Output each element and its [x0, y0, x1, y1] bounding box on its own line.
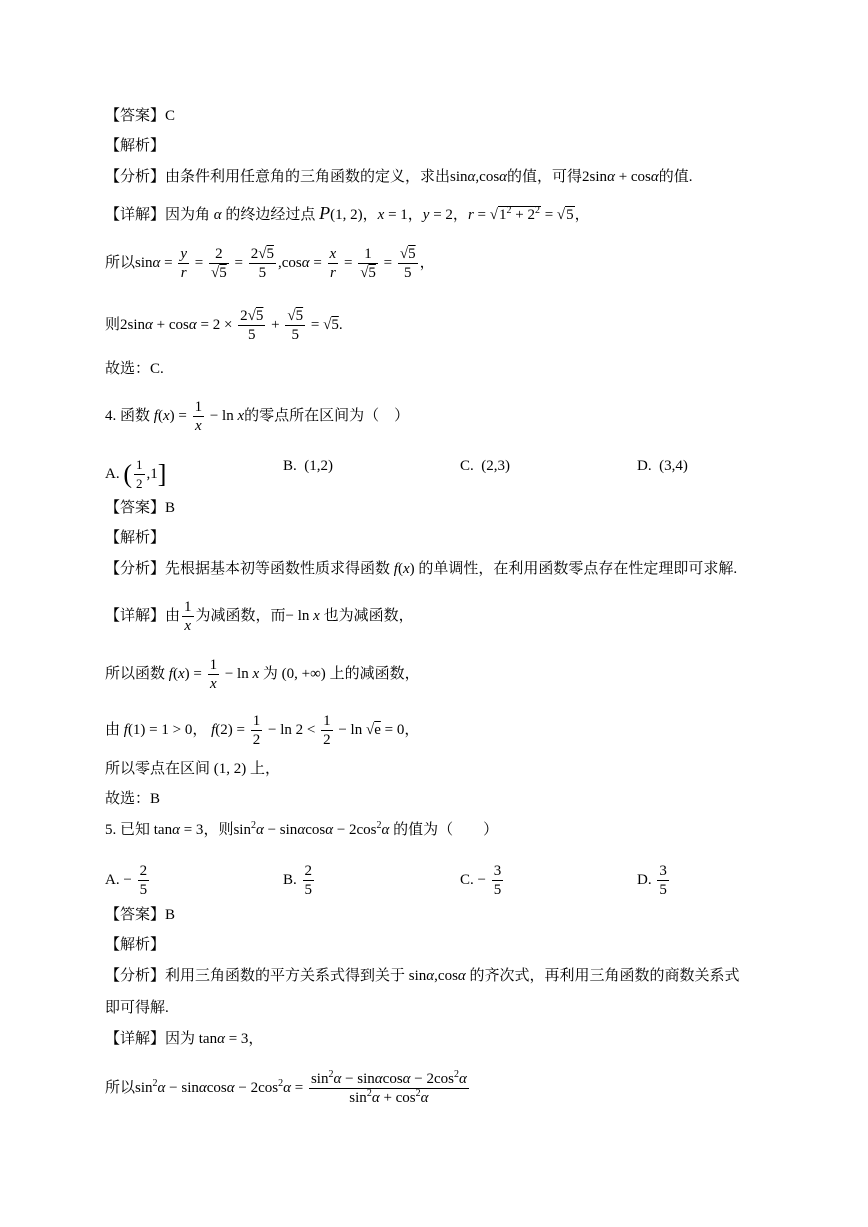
q5-jiexi: 【解析】 [105, 937, 166, 953]
q3-answer: 【答案】C [105, 108, 176, 124]
q4-zero-line: 所以零点在区间 (1, 2) 上， [105, 761, 281, 777]
q4-option-d: D. (3,4) [637, 458, 688, 474]
q5-analysis-line2: 即可得解. [105, 1000, 169, 1016]
q5-option-d: D. $\frac{3}{5}$ [637, 863, 667, 898]
q3-choose: 故选：C. [105, 361, 164, 377]
q4-choose: 故选：B [105, 791, 161, 807]
q5-stem: 5. 已知 tanα = 3，则$\sin^2\alpha - \sin\alpha\cos\alpha - 2\cos^2\alpha$ 的值为（ ） [105, 820, 499, 838]
q3-detail: 【详解】因为角 α 的终边经过点 P(1, 2)，x = 1，y = 2，$r = √1^2 + 2^2 = √5$， [105, 203, 590, 223]
q3-analysis: 【分析】由条件利用任意角的三角函数的定义，求出sinα,cosα的值，可得2sinα + cosα的值. [105, 169, 693, 185]
q3-so-line: 所以sinα = $\frac{y}{r}$ = $\frac{2}{√5}$ = $\frac{2√5}{5}$ ,cosα = $\frac{x}{r}$ = $\frac{1}{√5}$ = $\frac{√5}{5}$ ， [105, 246, 435, 281]
q4-jiexi: 【解析】 [105, 530, 166, 546]
q4-detail: 【详解】由 $\frac{1}{x}$ 为减函数，而− ln x 也为减函数， [105, 599, 414, 634]
q4-option-a: A. ( $\frac{1}{2}$ ,1] [105, 457, 167, 491]
q5-so-line: 所以$\sin^2\alpha - \sin\alpha\cos\alpha - 2\cos^2\alpha$ = $\frac{\sin^2\alpha - \sin\alpha\cos\alpha - 2\cos^2\alpha}{\sin^2\alpha + \cos^2\alpha}$ [105, 1069, 467, 1106]
q4-analysis: 【分析】先根据基本初等函数性质求得函数 f(x) 的单调性，在利用函数零点存在性定理即可求解. [105, 561, 738, 577]
q4-option-b: B. (1,2) [283, 458, 334, 474]
q3-jiexi: 【解析】 [105, 138, 166, 154]
q4-by-line: 由 f(1) = 1 > 0， f(2) = $\frac{1}{2}$ − ln 2 < $\frac{1}{2}$ − ln √e = 0， [105, 713, 420, 748]
q4-stem: 4. 函数 f(x) = $\frac{1}{x}$ − ln x的零点所在区间为（ ） [105, 399, 410, 434]
q5-answer: 【答案】B [105, 907, 176, 923]
q5-option-a: A. − $\frac{2}{5}$ [105, 863, 148, 898]
q5-option-b: B. $\frac{2}{5}$ [283, 863, 313, 898]
q4-answer: 【答案】B [105, 500, 176, 516]
q4-so-line: 所以函数 f(x) = $\frac{1}{x}$ − ln x 为 (0, +∞) 上的减函数， [105, 657, 420, 692]
q5-option-c: C. − $\frac{3}{5}$ [460, 863, 502, 898]
q4-option-c: C. (2,3) [460, 458, 511, 474]
q3-then-line: 则2sinα + cosα = 2 × $\frac{2√5}{5}$ + $\frac{√5}{5}$ = √5. [105, 308, 343, 343]
q5-analysis-line1: 【分析】利用三角函数的平方关系式得到关于 sinα,cosα 的齐次式，再利用三角函数的商数关系式 [105, 968, 740, 984]
q5-detail: 【详解】因为 tanα = 3， [105, 1031, 264, 1047]
